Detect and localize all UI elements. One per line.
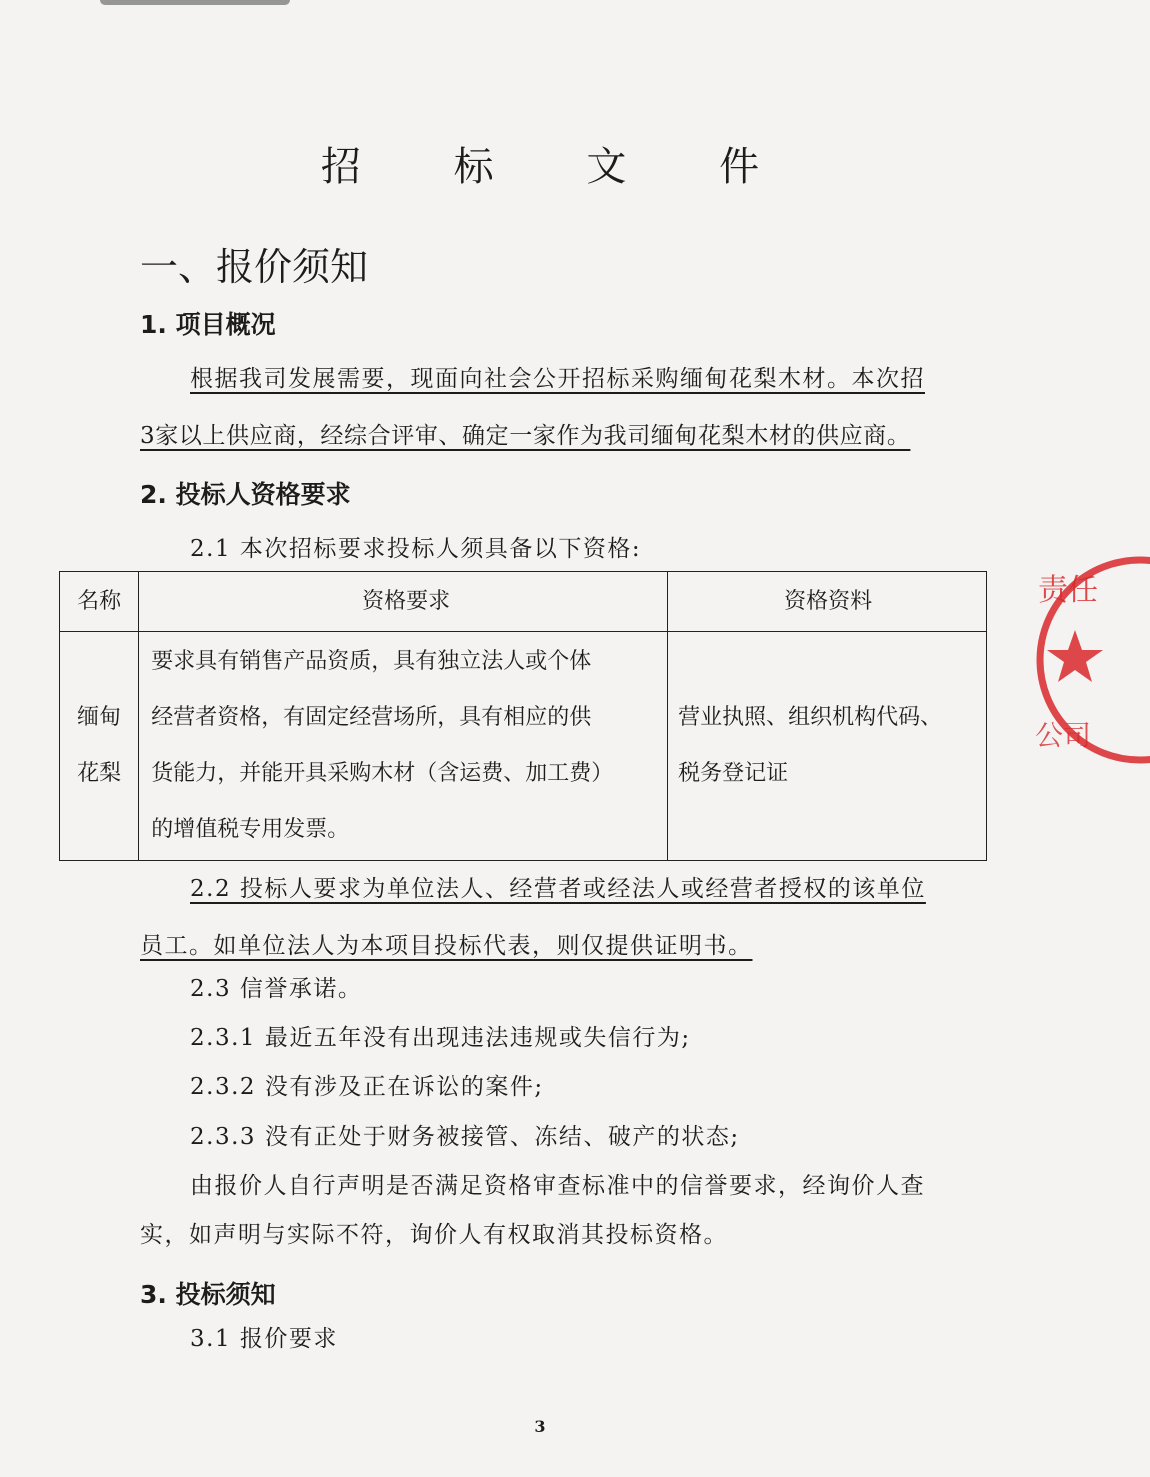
document-title: 招 标 文 件 [320,144,800,190]
req-line: 的增值税专用发票。 [151,817,350,842]
header-requirement: 资格要求 [139,572,668,632]
cell-name-line: 花梨 [77,761,122,786]
clause-2-2-line-1 [190,870,926,903]
qualification-table [59,571,987,861]
docs-line: 税务登记证 [678,761,789,786]
declaration-line-2: 实，如声明与实际不符，询价人有权取消其投标资格。 [140,1222,728,1248]
cell-name [60,632,139,861]
seal-star-icon [1047,630,1103,682]
clause-3-1: 3.1 报价要求 [190,1326,338,1352]
clause-2-3-2: 2.3.2 没有涉及正在诉讼的案件; [190,1074,544,1100]
scan-mark [100,0,290,5]
req-line: 要求具有销售产品资质，具有独立法人或个体 [151,649,592,674]
cell-name-line: 缅甸 [77,705,122,730]
section-heading-1: 一、报价须知 [140,245,369,289]
heading-bidding-notice: 3. 投标须知 [140,1280,276,1309]
seal-text-bottom: 公司 [1035,719,1092,752]
heading-qualification: 2. 投标人资格要求 [140,480,351,509]
table-header-row [60,572,987,632]
overview-line-1: 根据我司发展需要，现面向社会公开招标采购缅甸花梨木材。本次招 [190,366,925,392]
heading-project-overview: 1. 项目概况 [140,310,276,339]
header-documents: 资格资料 [668,572,987,632]
overview-line-2: 3家以上供应商，经综合评审、确定一家作为我司缅甸花梨木材的供应商。 [140,423,911,449]
req-line: 货能力，并能开具采购木材（含运费、加工费） [151,761,614,786]
clause-2-2-line-2: 员工。如单位法人为本项目投标代表，则仅提供证明书。 [140,933,753,959]
clause-2-3: 2.3 信誉承诺。 [190,976,363,1002]
cell-requirement [139,632,668,861]
table-row [60,632,987,861]
cell-documents [668,632,987,861]
seal-text-top: 责任 [1038,573,1098,608]
header-name: 名称 [60,572,139,632]
req-line: 经营者资格，有固定经营场所，具有相应的供 [151,705,592,730]
clause-2-3-1: 2.3.1 最近五年没有出现违法违规或失信行为; [190,1025,691,1051]
page-number: 3 [534,1417,546,1436]
declaration-line-1: 由报价人自行声明是否满足资格审查标准中的信誉要求，经询价人查 [190,1173,925,1199]
clause-2-2-text: 2.2 投标人要求为单位法人、经营者或经法人或经营者授权的该单位 [190,876,926,902]
company-seal [1030,550,1150,770]
docs-line: 营业执照、组织机构代码、 [678,705,943,730]
clause-2-3-3: 2.3.3 没有正处于财务被接管、冻结、破产的状态; [190,1124,740,1150]
clause-2-1: 2.1 本次招标要求投标人须具备以下资格: [190,536,642,562]
